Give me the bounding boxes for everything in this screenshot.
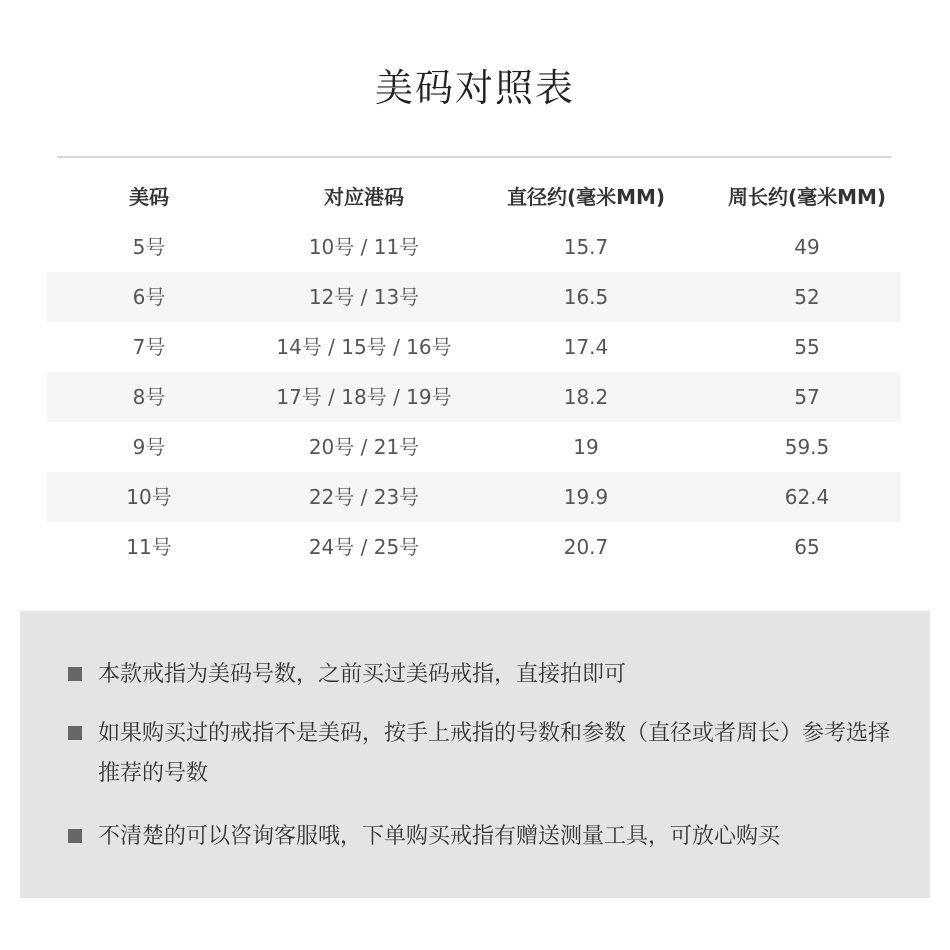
note-item <box>68 714 908 794</box>
hk-size-cell: 22号 / 23号 <box>308 485 420 509</box>
square-bullet-icon <box>68 829 82 843</box>
note-text: 不清楚的可以咨询客服哦，下单购买戒指有赠送测量工具，可放心购买 <box>98 824 781 849</box>
size-chart-table <box>47 172 901 572</box>
diameter-cell: 20.7 <box>563 535 609 559</box>
header-circumference: 周长约(毫米MM) <box>727 185 887 209</box>
hk-size-cell: 12号 / 13号 <box>308 285 420 309</box>
us-size-cell: 9号 <box>132 435 166 459</box>
note-item <box>68 655 908 695</box>
hk-size-cell: 17号 / 18号 / 19号 <box>276 385 452 409</box>
us-size-cell: 8号 <box>132 385 166 409</box>
square-bullet-icon <box>68 667 82 681</box>
diameter-cell: 17.4 <box>563 335 609 359</box>
circumference-cell: 52 <box>794 285 820 309</box>
circumference-cell: 49 <box>794 235 820 259</box>
page-title: 美码对照表 <box>374 66 575 110</box>
circumference-cell: 65 <box>794 535 820 559</box>
diameter-cell: 19.9 <box>563 485 609 509</box>
hk-size-cell: 10号 / 11号 <box>308 235 420 259</box>
us-size-cell: 7号 <box>132 335 166 359</box>
table-row <box>47 372 901 422</box>
hk-size-cell: 24号 / 25号 <box>308 535 420 559</box>
hk-size-cell: 20号 / 21号 <box>308 435 420 459</box>
table-row <box>47 472 901 522</box>
square-bullet-icon <box>68 726 82 740</box>
us-size-cell: 10号 <box>126 485 172 509</box>
diameter-cell: 18.2 <box>563 385 609 409</box>
notes-panel <box>20 611 930 898</box>
note-text: 本款戒指为美码号数，之前买过美码戒指，直接拍即可 <box>98 662 627 687</box>
note-item <box>68 817 908 857</box>
table-row <box>47 322 901 372</box>
circumference-cell: 57 <box>794 385 820 409</box>
header-diameter: 直径约(毫米MM) <box>506 185 666 209</box>
circumference-cell: 62.4 <box>784 485 830 509</box>
diameter-cell: 16.5 <box>563 285 609 309</box>
us-size-cell: 6号 <box>132 285 166 309</box>
us-size-cell: 5号 <box>132 235 166 259</box>
diameter-cell: 19 <box>573 435 599 459</box>
header-us-size: 美码 <box>129 185 169 209</box>
us-size-cell: 11号 <box>126 535 172 559</box>
diameter-cell: 15.7 <box>563 235 609 259</box>
circumference-cell: 59.5 <box>784 435 830 459</box>
title-divider <box>57 156 891 158</box>
table-row <box>47 422 901 472</box>
table-row <box>47 222 901 272</box>
table-row <box>47 272 901 322</box>
note-text: 如果购买过的戒指不是美码，按手上戒指的号数和参数（直径或者周长）参考选择推荐的号数 <box>98 721 891 786</box>
table-header-row <box>47 172 901 222</box>
table-row <box>47 522 901 572</box>
circumference-cell: 55 <box>794 335 820 359</box>
hk-size-cell: 14号 / 15号 / 16号 <box>276 335 452 359</box>
header-hk-size: 对应港码 <box>324 185 404 209</box>
